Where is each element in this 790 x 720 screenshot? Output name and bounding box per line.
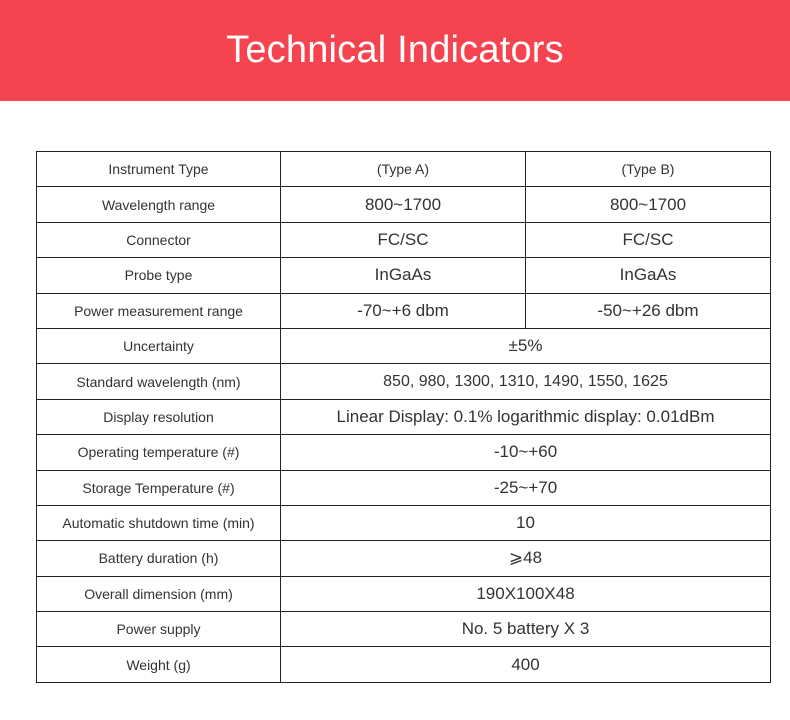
row-label: Storage Temperature (#) <box>37 470 281 505</box>
row-label: Weight (g) <box>37 647 281 682</box>
table-row <box>37 612 771 647</box>
row-label: Wavelength range <box>37 187 281 222</box>
table-row <box>37 576 771 611</box>
row-label: Connector <box>37 222 281 257</box>
row-label: Uncertainty <box>37 328 281 363</box>
row-value: 10 <box>281 505 771 540</box>
row-value: 400 <box>281 647 771 682</box>
table-row <box>37 647 771 682</box>
table-row <box>37 293 771 328</box>
table-row <box>37 258 771 293</box>
table-row <box>37 364 771 399</box>
row-label: Automatic shutdown time (min) <box>37 505 281 540</box>
table-row <box>37 435 771 470</box>
row-value: ±5% <box>281 328 771 363</box>
row-value: 850, 980, 1300, 1310, 1490, 1550, 1625 <box>281 364 771 399</box>
type-a-value: 800~1700 <box>281 187 526 222</box>
row-label: Instrument Type <box>37 152 281 187</box>
table-row <box>37 505 771 540</box>
type-b-value: FC/SC <box>526 222 771 257</box>
type-a-value: InGaAs <box>281 258 526 293</box>
table-row <box>37 541 771 576</box>
page-title: Technical Indicators <box>226 29 564 71</box>
spec-table <box>36 151 771 683</box>
header-banner <box>0 0 790 101</box>
row-value: 190X100X48 <box>281 576 771 611</box>
table-row <box>37 222 771 257</box>
row-label: Probe type <box>37 258 281 293</box>
table-row <box>37 328 771 363</box>
row-value: -10~+60 <box>281 435 771 470</box>
row-value: No. 5 battery X 3 <box>281 612 771 647</box>
row-value: ⩾48 <box>281 541 771 576</box>
row-label: Standard wavelength (nm) <box>37 364 281 399</box>
type-b-value: -50~+26 dbm <box>526 293 771 328</box>
row-label: Battery duration (h) <box>37 541 281 576</box>
type-a-value: -70~+6 dbm <box>281 293 526 328</box>
row-label: Overall dimension (mm) <box>37 576 281 611</box>
row-label: Display resolution <box>37 399 281 434</box>
table-row <box>37 399 771 434</box>
type-a-header: (Type A) <box>281 152 526 187</box>
type-a-value: FC/SC <box>281 222 526 257</box>
table-row <box>37 187 771 222</box>
row-label: Power supply <box>37 612 281 647</box>
type-b-value: InGaAs <box>526 258 771 293</box>
table-row <box>37 470 771 505</box>
row-value: -25~+70 <box>281 470 771 505</box>
type-b-header: (Type B) <box>526 152 771 187</box>
row-label: Operating temperature (#) <box>37 435 281 470</box>
table-row <box>37 152 771 187</box>
type-b-value: 800~1700 <box>526 187 771 222</box>
row-value: Linear Display: 0.1% logarithmic display: 0.01dBm <box>281 399 771 434</box>
row-label: Power measurement range <box>37 293 281 328</box>
